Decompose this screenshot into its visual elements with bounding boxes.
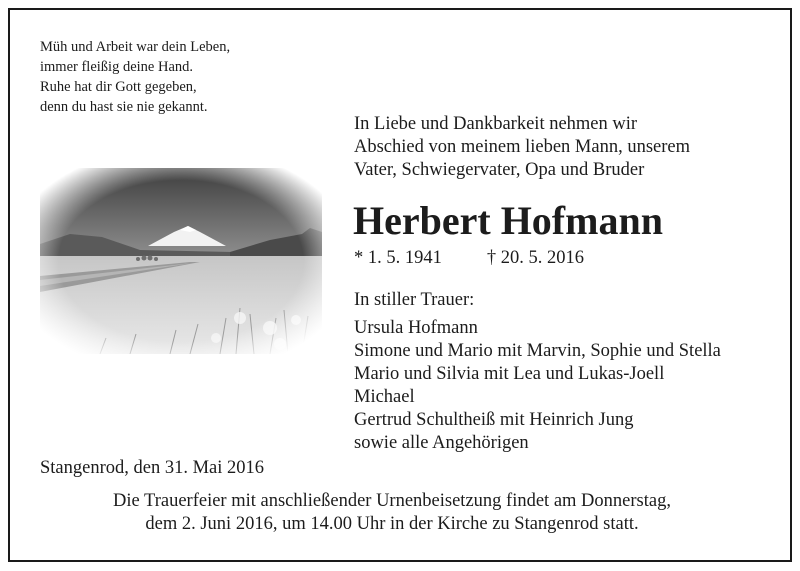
mourner-line: sowie alle Angehörigen bbox=[354, 433, 529, 453]
poem-line: Müh und Arbeit war dein Leben, bbox=[40, 39, 231, 55]
death-date: † 20. 5. 2016 bbox=[486, 248, 584, 268]
deceased-name: Herbert Hofmann bbox=[353, 198, 663, 243]
poem-line: Ruhe hat dir Gott gegeben, bbox=[40, 79, 197, 95]
mourner-line: Simone und Mario mit Marvin, Sophie und Stella bbox=[354, 341, 721, 361]
poem-line: immer fleißig deine Hand. bbox=[40, 59, 194, 75]
mourner-line: Michael bbox=[354, 387, 415, 407]
mourners-list bbox=[354, 289, 721, 455]
intro-line: Vater, Schwiegervater, Opa und Bruder bbox=[354, 160, 645, 180]
funeral-notice-line: dem 2. Juni 2016, um 14.00 Uhr in der Kirche zu Stangenrod statt. bbox=[145, 514, 639, 534]
intro-line: Abschied von meinem lieben Mann, unserem bbox=[354, 137, 690, 157]
mourner-line: Mario und Silvia mit Lea und Lukas-Joell bbox=[354, 364, 665, 384]
intro-text bbox=[354, 113, 690, 182]
landscape-photo bbox=[40, 168, 322, 354]
life-dates bbox=[354, 247, 584, 269]
intro-line: In Liebe und Dankbarkeit nehmen wir bbox=[354, 114, 638, 134]
funeral-notice-line: Die Trauerfeier mit anschließender Urnenbeisetzung findet am Donnerstag, bbox=[113, 491, 671, 511]
mourner-line: Ursula Hofmann bbox=[354, 318, 478, 338]
mourner-line: Gertrud Schultheiß mit Heinrich Jung bbox=[354, 410, 634, 430]
poem-line: denn du hast sie nie gekannt. bbox=[40, 99, 208, 115]
mourners-heading: In stiller Trauer: bbox=[354, 290, 475, 310]
place-date: Stangenrod, den 31. Mai 2016 bbox=[40, 458, 265, 478]
birth-date: * 1. 5. 1941 bbox=[354, 248, 442, 268]
funeral-notice bbox=[0, 490, 784, 536]
poem bbox=[40, 37, 230, 117]
